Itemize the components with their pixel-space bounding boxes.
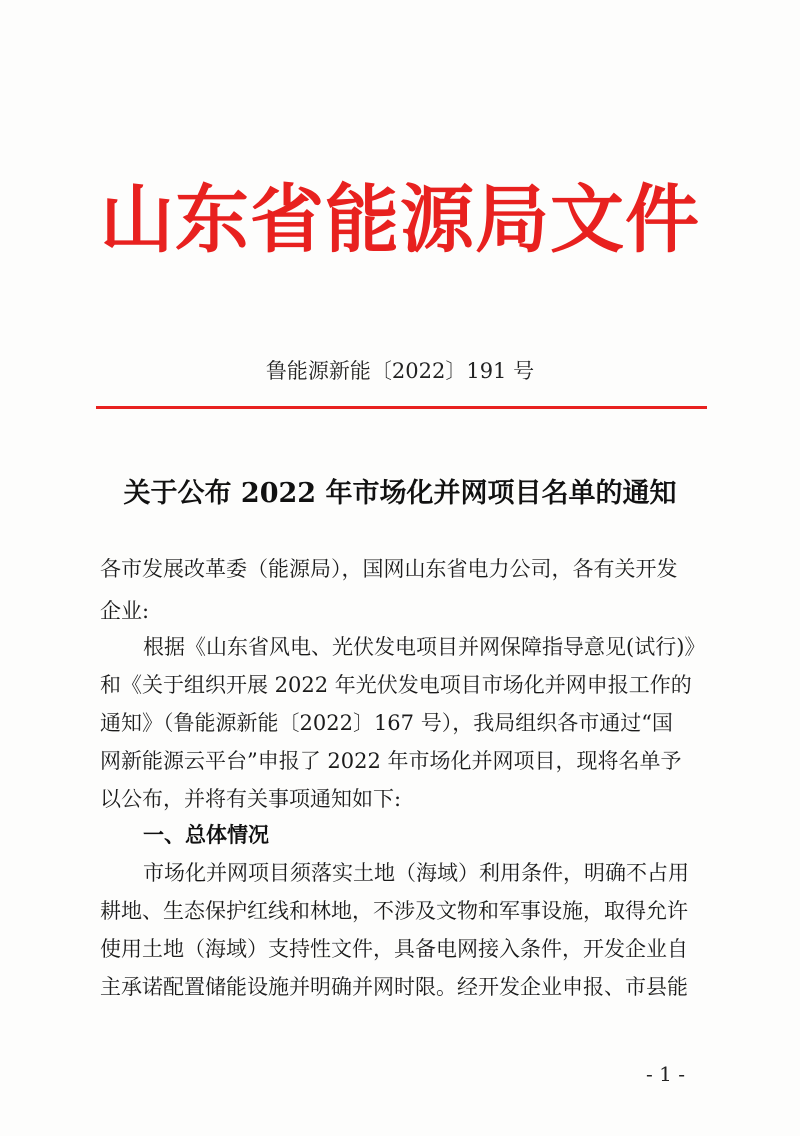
body-line-paragraph-1: 通知》（鲁能源新能〔2022〕167 号），我局组织各市通过“国 [100,711,673,735]
issuer-title: 山东省能源局文件 [100,177,700,263]
red-separator-line [96,406,707,409]
notice-title: 关于公布 2022 年市场化并网项目名单的通知 [123,478,677,509]
body-line-paragraph-2: 使用土地（海域）支持性文件，具备电网接入条件，开发企业自 [100,937,688,961]
body-line-paragraph-1: 网新能源云平台”申报了 2022 年市场化并网项目，现将名单予 [100,749,682,773]
body-line-addressees-cont: 企业: [100,599,150,623]
body-line-paragraph-2: 耕地、生态保护红线和林地，不涉及文物和军事设施，取得允许 [100,899,688,923]
body-line-paragraph-2: 市场化并网项目须落实土地（海域）利用条件，明确不占用 [143,861,689,885]
page-number: - 1 - [646,1062,685,1086]
section-heading-overview: 一、总体情况 [143,823,269,847]
body-line-paragraph-1: 根据《山东省风电、光伏发电项目并网保障指导意见(试行)》 [143,635,706,659]
body-line-paragraph-2: 主承诺配置储能设施并明确并网时限。经开发企业申报、市县能 [100,975,688,999]
body-line-paragraph-1: 以公布，并将有关事项通知如下: [100,787,402,811]
body-line-addressees: 各市发展改革委（能源局），国网山东省电力公司，各有关开发 [100,557,678,581]
document-number: 鲁能源新能〔2022〕191 号 [265,359,535,383]
body-line-paragraph-1: 和《关于组织开展 2022 年光伏发电项目市场化并网申报工作的 [100,673,692,697]
